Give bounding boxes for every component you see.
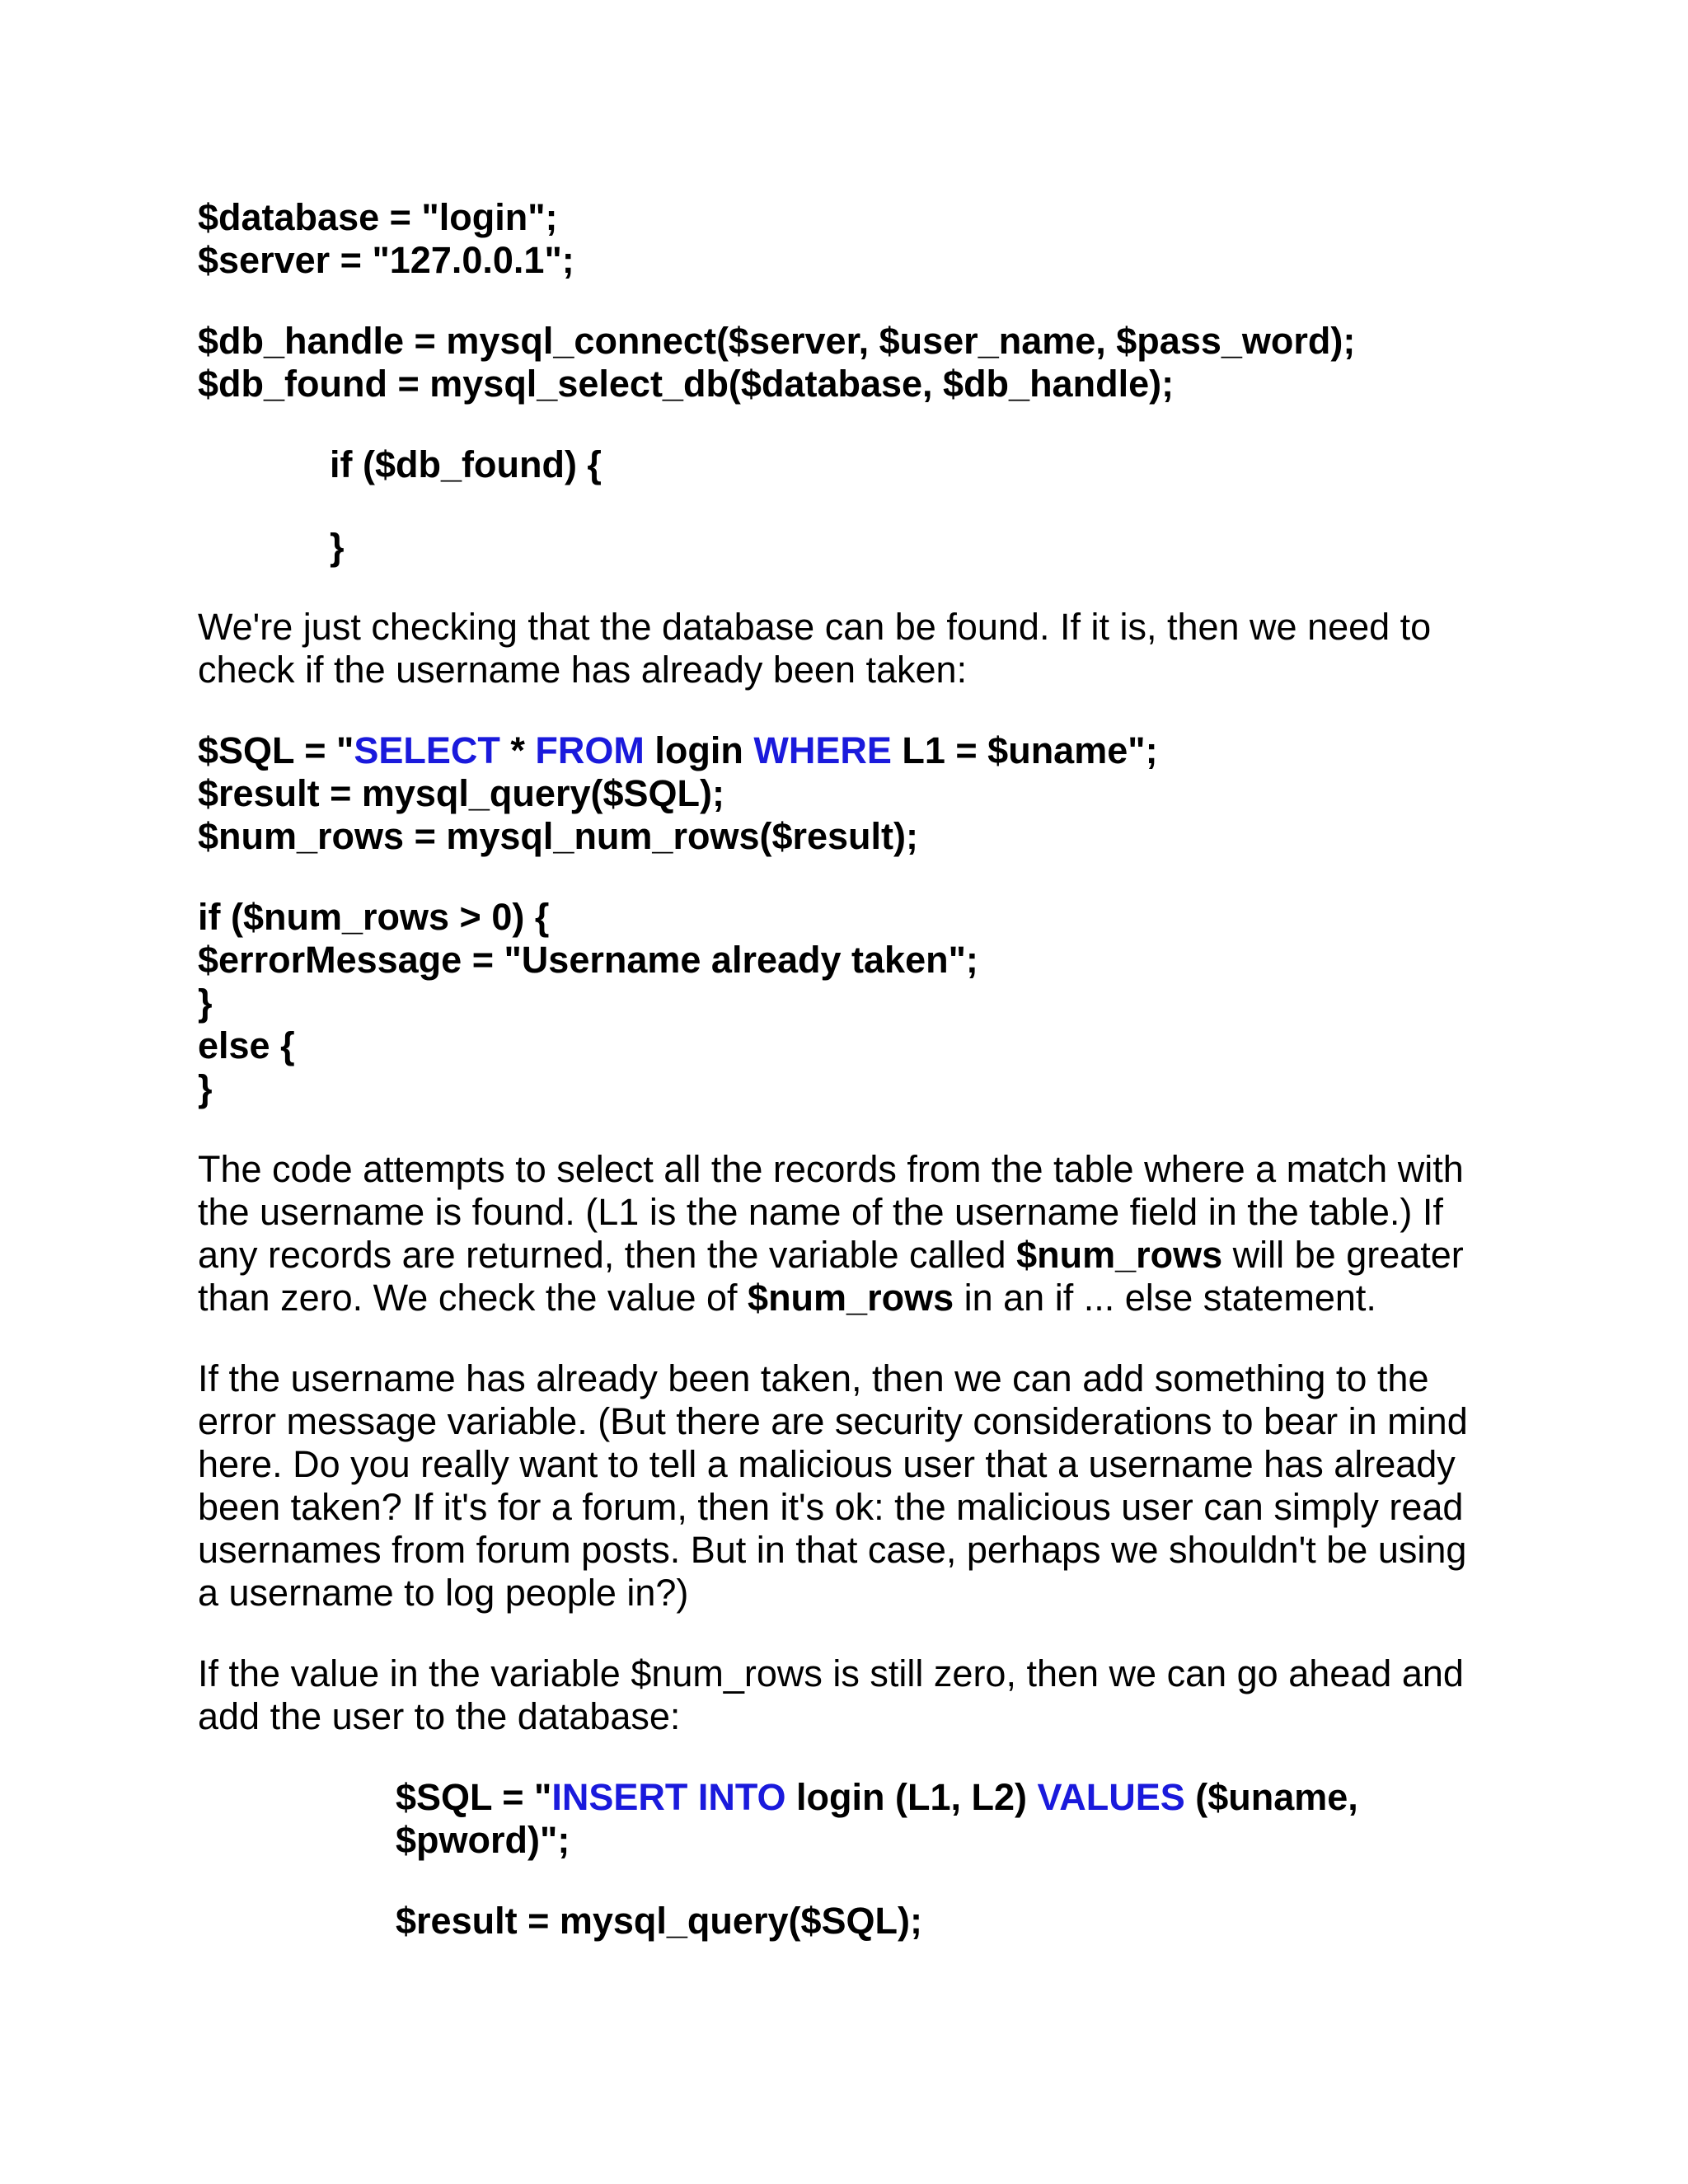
paragraph-text: will be greater bbox=[1222, 1234, 1464, 1276]
sql-insert-line bbox=[396, 1776, 1358, 1819]
paragraph-line: usernames from forum posts. But in that case, perhaps we shouldn't be using bbox=[198, 1529, 1467, 1571]
paragraph-line bbox=[198, 1277, 1376, 1319]
code-line: } bbox=[330, 526, 345, 568]
code-line: $database = "login"; bbox=[198, 196, 558, 238]
sql-keyword: INSERT INTO bbox=[551, 1776, 786, 1818]
paragraph-text: in an if ... else statement. bbox=[954, 1277, 1376, 1319]
paragraph-line bbox=[198, 1234, 1464, 1277]
paragraph-line: been taken? If it's for a forum, then it's ok: the malicious user can simply read bbox=[198, 1486, 1464, 1528]
code-line: if ($num_rows > 0) { bbox=[198, 896, 550, 938]
sql-keyword: VALUES bbox=[1037, 1776, 1185, 1818]
code-text: * bbox=[499, 729, 536, 771]
code-line: } bbox=[198, 1067, 213, 1109]
code-text: $SQL = " bbox=[198, 729, 354, 771]
paragraph-line: We're just checking that the database can be found. If it is, then we need to bbox=[198, 606, 1432, 648]
code-text: $SQL = " bbox=[396, 1776, 552, 1818]
sql-select-line bbox=[198, 729, 1158, 772]
code-line: $db_found = mysql_select_db($database, $db_handle); bbox=[198, 363, 1175, 405]
paragraph-line: the username is found. (L1 is the name of the username field in the table.) If bbox=[198, 1191, 1443, 1233]
sql-keyword: WHERE bbox=[753, 729, 892, 771]
code-line: $result = mysql_query($SQL); bbox=[396, 1900, 922, 1942]
paragraph-line: error message variable. (But there are security considerations to bear in mind bbox=[198, 1400, 1468, 1442]
variable-name: $num_rows bbox=[748, 1277, 954, 1319]
code-line: if ($db_found) { bbox=[330, 443, 602, 485]
code-text: L1 = $uname"; bbox=[891, 729, 1158, 771]
code-line: } bbox=[198, 982, 213, 1024]
paragraph-line: check if the username has already been taken: bbox=[198, 649, 968, 691]
code-text: login bbox=[644, 729, 754, 771]
code-text: login (L1, L2) bbox=[785, 1776, 1038, 1818]
paragraph-line: add the user to the database: bbox=[198, 1695, 681, 1737]
code-text: ($uname, bbox=[1184, 1776, 1358, 1818]
sql-keyword: SELECT bbox=[354, 729, 500, 771]
code-line: $result = mysql_query($SQL); bbox=[198, 772, 724, 814]
code-line: $db_handle = mysql_connect($server, $user_name, $pass_word); bbox=[198, 320, 1356, 362]
code-line: $num_rows = mysql_num_rows($result); bbox=[198, 815, 919, 857]
paragraph-line: The code attempts to select all the records from the table where a match with bbox=[198, 1148, 1464, 1190]
variable-name: $num_rows bbox=[1016, 1234, 1223, 1276]
code-line: $server = "127.0.0.1"; bbox=[198, 239, 574, 281]
paragraph-text: any records are returned, then the variable called bbox=[198, 1234, 1017, 1276]
sql-keyword: FROM bbox=[535, 729, 645, 771]
paragraph-line: If the value in the variable $num_rows is still zero, then we can go ahead and bbox=[198, 1652, 1464, 1694]
paragraph-line: a username to log people in?) bbox=[198, 1572, 689, 1614]
paragraph-line: here. Do you really want to tell a malicious user that a username has already bbox=[198, 1443, 1456, 1485]
code-line: $errorMessage = "Username already taken"; bbox=[198, 939, 978, 981]
code-line: else { bbox=[198, 1024, 295, 1066]
paragraph-text: than zero. We check the value of bbox=[198, 1277, 748, 1319]
code-line: $pword)"; bbox=[396, 1819, 570, 1861]
paragraph-line: If the username has already been taken, then we can add something to the bbox=[198, 1357, 1429, 1399]
